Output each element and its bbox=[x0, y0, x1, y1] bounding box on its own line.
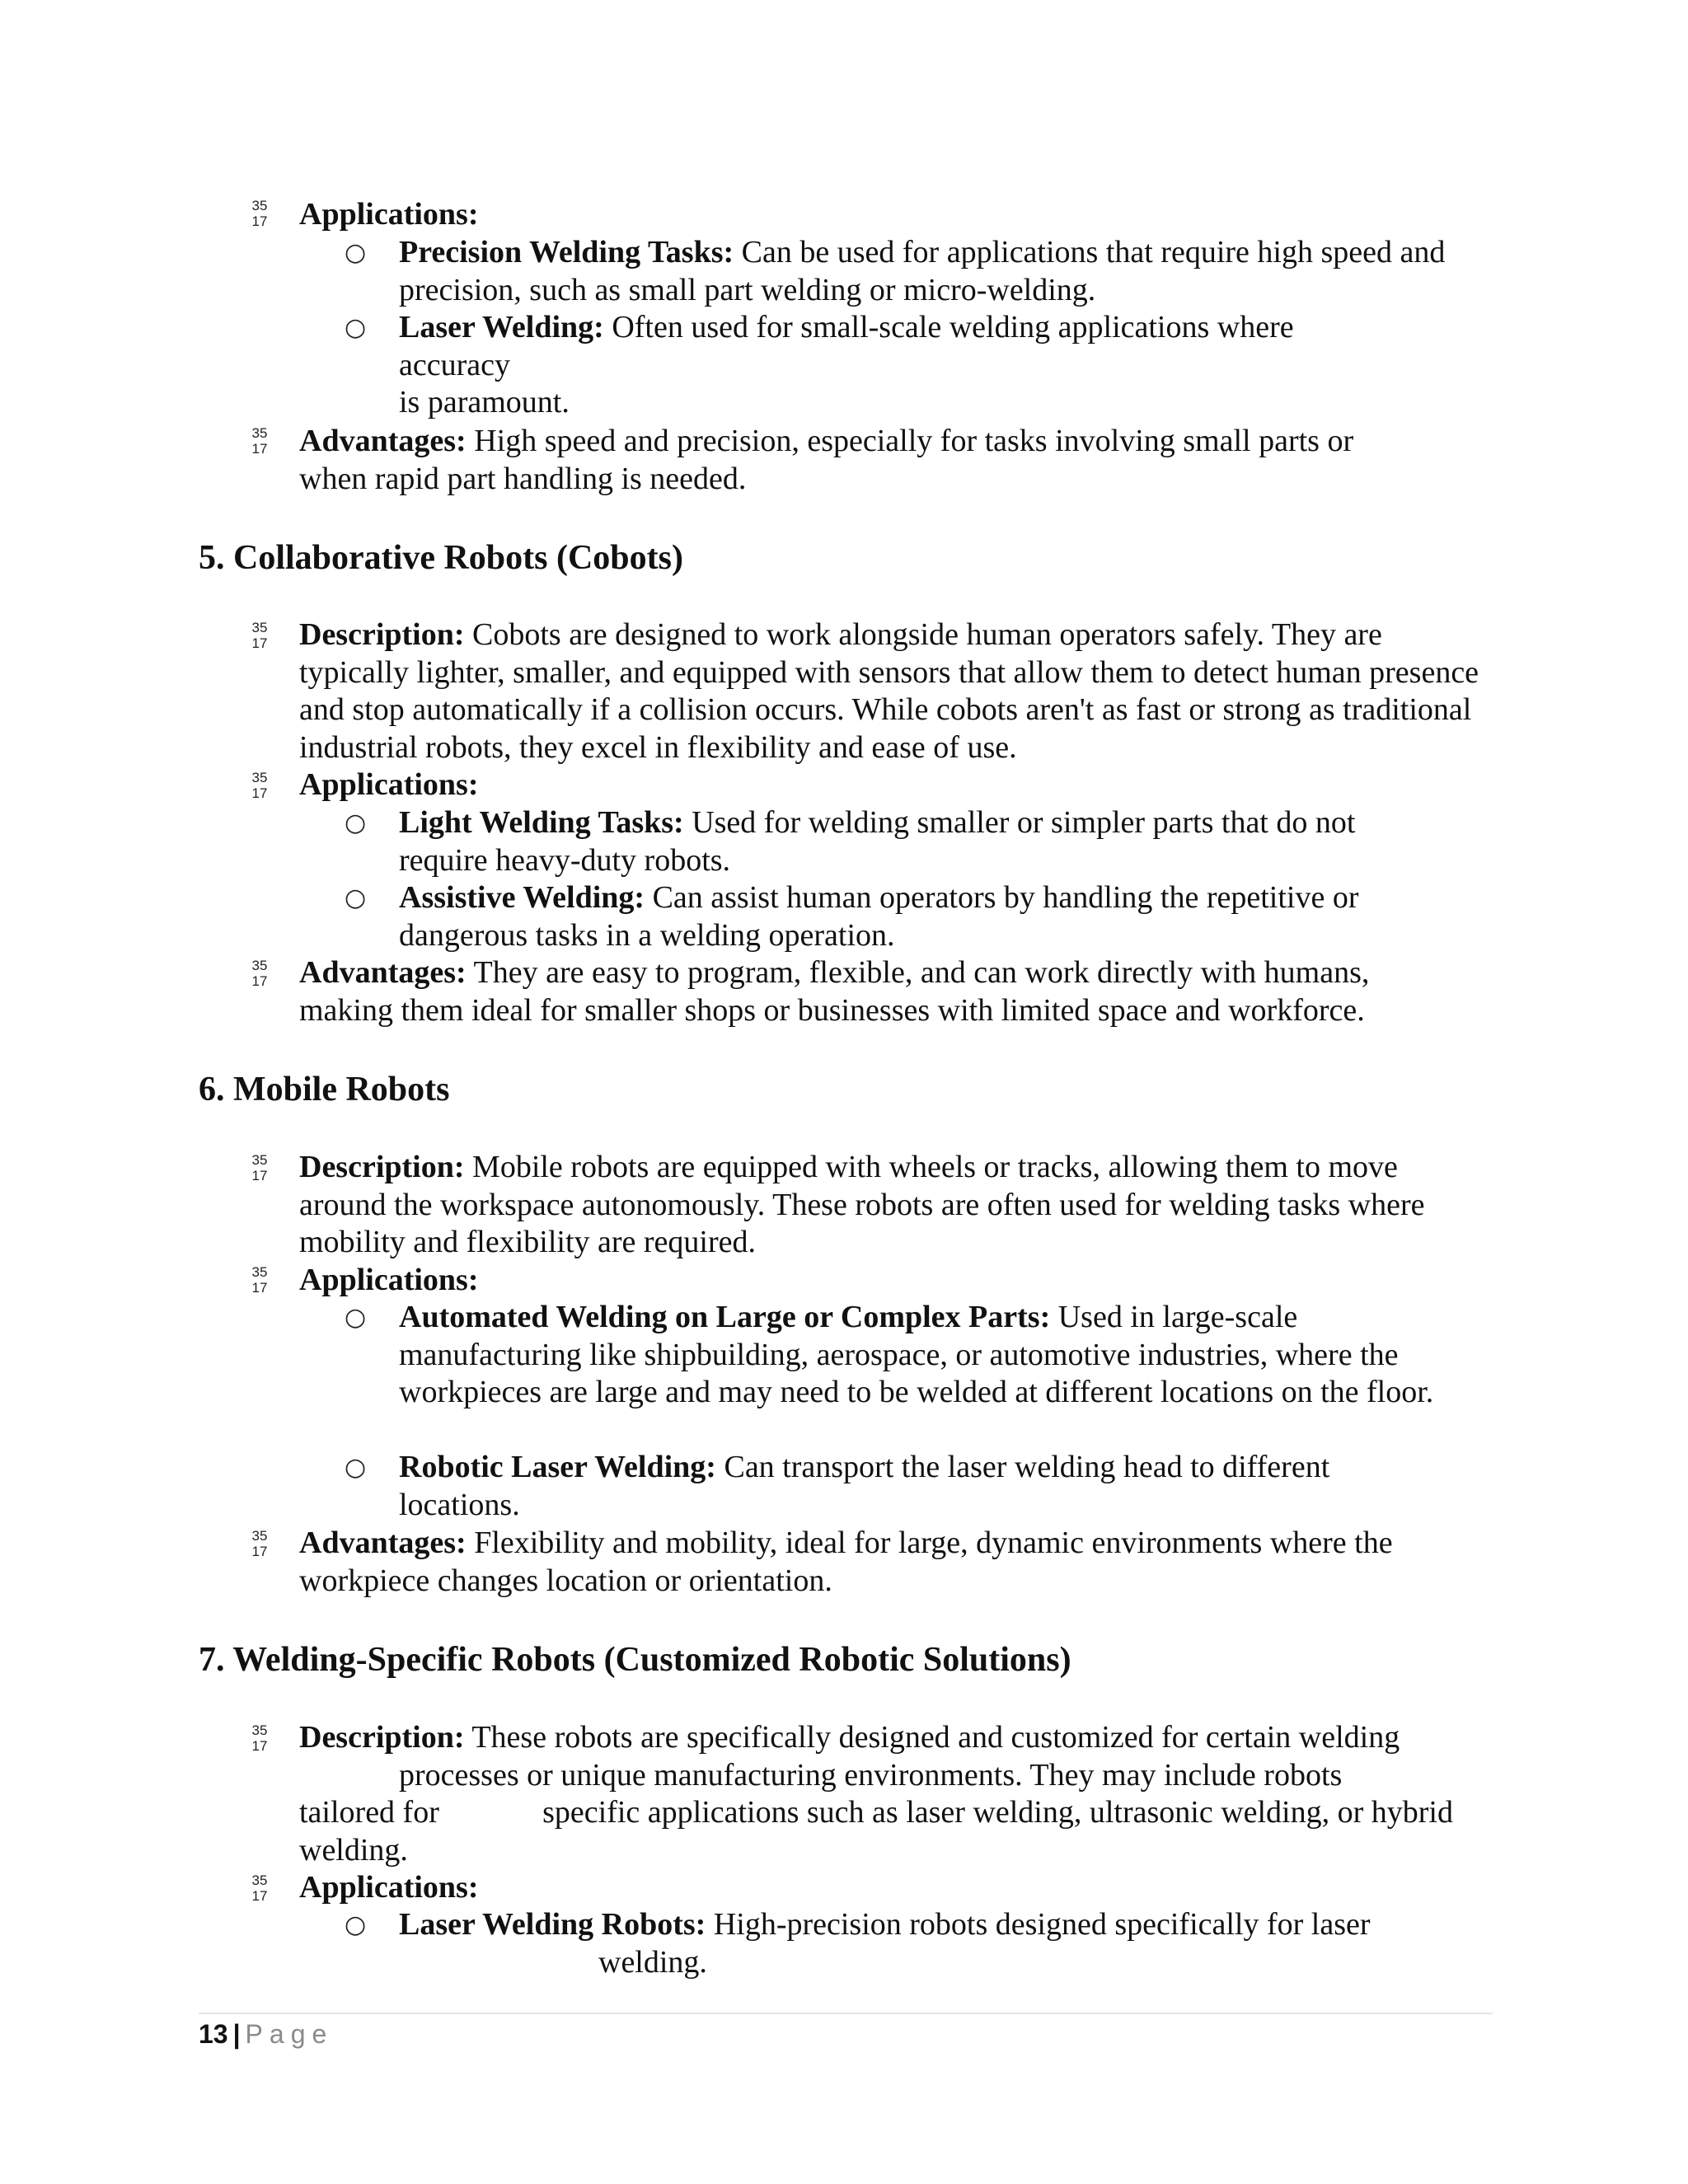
bullet-marker: 35 17 bbox=[251, 1264, 268, 1296]
section-heading-7: 7. Welding-Specific Robots (Customized Robotic Solutions) bbox=[199, 1641, 1071, 1679]
list-item: Automated Welding on Large or Complex Parts: Used in large-scale manufacturing like shipbuilding, aerospace, or automotive industries, where the workpieces are large and may need to be welded at different locations on the floor. bbox=[399, 1300, 1434, 1409]
sub-bullet-icon: ○ bbox=[345, 1453, 367, 1482]
bullet-marker: 35 17 bbox=[251, 1528, 268, 1559]
list-item: Laser Welding: Often used for small-scale welding applications where accuracy is paramount. bbox=[399, 310, 1294, 419]
applications-heading: Applications: bbox=[299, 1263, 479, 1297]
bullet-marker: 35 17 bbox=[251, 1722, 268, 1754]
description-paragraph: Description: These robots are specifically designed and customized for certain welding processes or unique manufacturing environments. They may include robots tailored for specific applications such as laser welding, ultrasonic welding, or hybrid welding. bbox=[299, 1720, 1453, 1868]
advantages-paragraph: Advantages: High speed and precision, especially for tasks involving small parts or when rapid part handling is needed. bbox=[299, 424, 1354, 496]
footer-separator: | bbox=[232, 2019, 241, 2049]
list-item: Light Welding Tasks: Used for welding smaller or simpler parts that do not require heavy-duty robots. bbox=[399, 805, 1356, 878]
footer-divider bbox=[199, 2013, 1493, 2014]
bullet-marker: 35 17 bbox=[251, 425, 268, 457]
bullet-marker: 35 17 bbox=[251, 770, 268, 801]
applications-heading: Applications: bbox=[299, 1870, 479, 1905]
list-item: Precision Welding Tasks: Can be used for applications that require high speed and precision, such as small part welding or micro-welding. bbox=[399, 235, 1446, 307]
page-label: Page bbox=[245, 2019, 334, 2049]
bullet-marker: 35 17 bbox=[251, 1872, 268, 1904]
list-item: Robotic Laser Welding: Can transport the laser welding head to different locations. bbox=[399, 1450, 1330, 1522]
sub-bullet-icon: ○ bbox=[345, 1303, 367, 1332]
description-paragraph: Description: Mobile robots are equipped with wheels or tracks, allowing them to move around the workspace autonomously. These robots are often used for welding tasks where mobility and flexibility are required. bbox=[299, 1150, 1425, 1259]
list-item: Laser Welding Robots: High-precision robots designed specifically for laser welding. bbox=[399, 1907, 1371, 1980]
applications-heading: Applications: bbox=[299, 197, 479, 232]
list-item: Assistive Welding: Can assist human operators by handling the repetitive or dangerous tasks in a welding operation. bbox=[399, 880, 1359, 953]
advantages-paragraph: Advantages: Flexibility and mobility, ideal for large, dynamic environments where the workpiece changes location or orientation. bbox=[299, 1526, 1393, 1598]
bullet-marker: 35 17 bbox=[251, 198, 268, 229]
sub-bullet-icon: ○ bbox=[345, 313, 367, 342]
section-heading-5: 5. Collaborative Robots (Cobots) bbox=[199, 539, 683, 577]
section-heading-6: 6. Mobile Robots bbox=[199, 1071, 450, 1108]
sub-bullet-icon: ○ bbox=[345, 238, 367, 267]
sub-bullet-icon: ○ bbox=[345, 808, 367, 837]
page-number: 13 bbox=[199, 2019, 228, 2049]
description-paragraph: Description: Cobots are designed to work alongside human operators safely. They are typically lighter, smaller, and equipped with sensors that allow them to detect human presence and stop automatically if a collision occurs. While cobots aren't as fast or strong as traditional industrial robots, they excel in flexibility and ease of use. bbox=[299, 617, 1479, 765]
bullet-marker: 35 17 bbox=[251, 1152, 268, 1183]
sub-bullet-icon: ○ bbox=[345, 883, 367, 912]
applications-heading: Applications: bbox=[299, 767, 479, 802]
advantages-paragraph: Advantages: They are easy to program, flexible, and can work directly with humans, making them ideal for smaller shops or businesses with limited space and workforce. bbox=[299, 955, 1370, 1028]
bullet-marker: 35 17 bbox=[251, 620, 268, 651]
sub-bullet-icon: ○ bbox=[345, 1910, 367, 1939]
page-footer bbox=[199, 2016, 333, 2052]
bullet-marker: 35 17 bbox=[251, 958, 268, 989]
